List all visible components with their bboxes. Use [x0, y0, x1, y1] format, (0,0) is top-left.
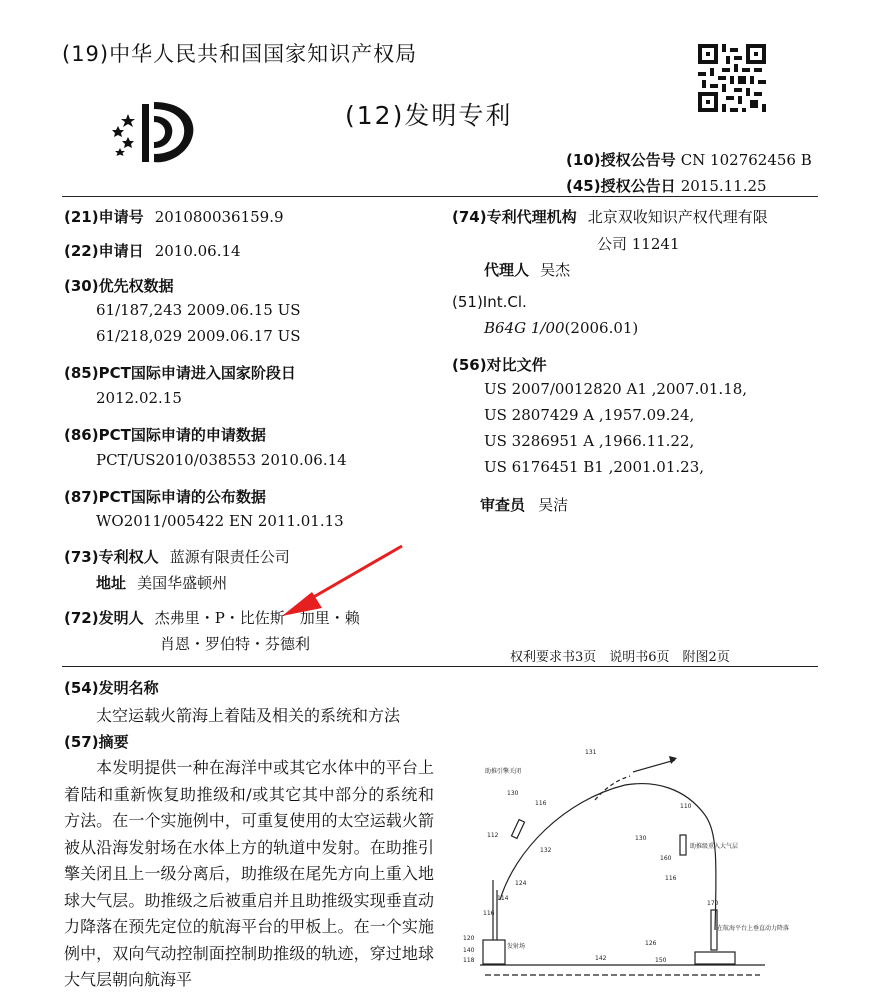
figure-label: 发射场	[507, 943, 526, 950]
agency-row	[452, 206, 768, 227]
address-row	[96, 572, 227, 593]
examiner-label: 审查员	[480, 496, 526, 514]
agency-line: 公司 11241	[597, 235, 680, 253]
figure-label: 助推引擎关闭	[485, 768, 522, 775]
application-date-label: (22)申请日	[64, 242, 144, 260]
publication-date: 2015.11.25	[680, 177, 767, 195]
abstract-label: (57)摘要	[64, 733, 129, 751]
priority-item: 61/187,243 2009.06.15 US	[96, 301, 301, 319]
intcl-label: (51)Int.Cl.	[452, 293, 527, 311]
figure-label: 130	[507, 790, 519, 797]
figure-label: 116	[535, 800, 547, 807]
pct-application: PCT/US2010/038553 2010.06.14	[96, 451, 347, 469]
pct-entry-label: (85)PCT国际申请进入国家阶段日	[64, 364, 296, 382]
red-arrow-annotation	[270, 540, 410, 620]
figure-label: 126	[645, 940, 657, 947]
figure-label: 助推级重入大气层	[690, 843, 739, 850]
agent-row	[484, 259, 570, 280]
figure-label: 116	[483, 910, 495, 917]
address: 美国华盛顿州	[137, 574, 228, 592]
figure-label: 170	[707, 900, 719, 907]
agency-line: 北京双收知识产权代理有限	[587, 208, 768, 226]
application-number: 201080036159.9	[154, 208, 284, 226]
pct-entry-date: 2012.02.15	[96, 389, 182, 407]
figure-label: 132	[540, 847, 552, 854]
issuing-office: (19)中华人民共和国国家知识产权局	[62, 42, 418, 66]
figure-label: 112	[487, 832, 499, 839]
figure-label: 160	[660, 855, 672, 862]
pct-publication: WO2011/005422 EN 2011.01.13	[96, 512, 344, 530]
patent-figure	[455, 740, 790, 985]
references-label: (56)对比文件	[452, 356, 547, 374]
priority-label: (30)优先权数据	[64, 277, 174, 295]
publication-number-row	[566, 149, 812, 170]
figure-label: 114	[497, 895, 509, 902]
reference-item: US 6176451 B1 ,2001.01.23,	[484, 458, 705, 476]
application-number-row	[64, 206, 284, 227]
examiner: 吴洁	[538, 496, 569, 514]
figure-label: 131	[585, 749, 597, 756]
figure-label: 150	[655, 957, 667, 964]
publication-number: CN 102762456 B	[680, 151, 812, 169]
inventor-line: 杰弗里・P・比佐斯 加里・赖	[154, 609, 360, 627]
application-date: 2010.06.14	[154, 242, 241, 260]
intcl-row	[484, 319, 638, 337]
intcl-code: B64G 1/00	[484, 319, 565, 337]
application-number-label: (21)申请号	[64, 208, 144, 226]
figure-label: 110	[680, 803, 692, 810]
figure-label: 在航海平台上垂直动力降落	[717, 925, 790, 932]
page-counts: 权利要求书3页 说明书6页 附图2页	[510, 650, 730, 665]
agency-label: (74)专利代理机构	[452, 208, 577, 226]
intcl-year: (2006.01)	[564, 319, 639, 337]
priority-item: 61/218,029 2009.06.17 US	[96, 327, 301, 345]
figure-label: 120	[463, 935, 475, 942]
publication-date-label: (45)授权公告日	[566, 177, 676, 195]
publication-number-label: (10)授权公告号	[566, 151, 676, 169]
reference-item: US 3286951 A ,1966.11.22,	[484, 432, 695, 450]
figure-label: 118	[463, 957, 475, 964]
figure-label: 142	[595, 955, 607, 962]
inventor-line: 肖恩・罗伯特・芬德利	[160, 635, 311, 653]
inventor-label: (72)发明人	[64, 609, 144, 627]
figure-label: 124	[515, 880, 527, 887]
application-date-row	[64, 240, 241, 261]
agent-label: 代理人	[484, 261, 530, 279]
reference-item: US 2007/0012820 A1 ,2007.01.18,	[484, 380, 748, 398]
document-type: (12)发明专利	[345, 101, 513, 130]
qr-code	[698, 44, 766, 112]
patentee-label: (73)专利权人	[64, 548, 159, 566]
figure-label: 130	[635, 835, 647, 842]
abstract-text: 本发明提供一种在海洋中或其它水体中的平台上着陆和重新恢复助推级和/或其它其中部分的系统和方法。在一个实施例中，可重复使用的太空运载火箭被从沿海发射场在水体上方的轨道中发射。在助推引擎关闭且上一级分离后，助推级在尾先方向上重入地球大气层。助推级之后被重启并且助推级实现垂直动力降落在预先定位的航海平台的甲板上。在一个实施例中，双向气动控制面控制助推级的轨迹，穿过地球大气层朝向航海平	[64, 758, 434, 989]
title-label: (54)发明名称	[64, 679, 159, 697]
address-label: 地址	[96, 574, 127, 592]
publication-date-row	[566, 175, 767, 196]
agent: 吴杰	[540, 261, 571, 279]
patentee: 蓝源有限责任公司	[169, 548, 290, 566]
figure-label: 140	[463, 947, 475, 954]
section-rule	[62, 666, 818, 667]
figure-label: 116	[665, 875, 677, 882]
patentee-row	[64, 546, 290, 567]
reference-item: US 2807429 A ,1957.09.24,	[484, 406, 695, 424]
cnipa-logo	[104, 98, 200, 168]
pct-publication-label: (87)PCT国际申请的公布数据	[64, 488, 266, 506]
examiner-row	[480, 494, 568, 515]
invention-title: 太空运载火箭海上着陆及相关的系统和方法	[96, 706, 401, 725]
pct-application-label: (86)PCT国际申请的申请数据	[64, 426, 266, 444]
header-rule	[62, 196, 818, 197]
